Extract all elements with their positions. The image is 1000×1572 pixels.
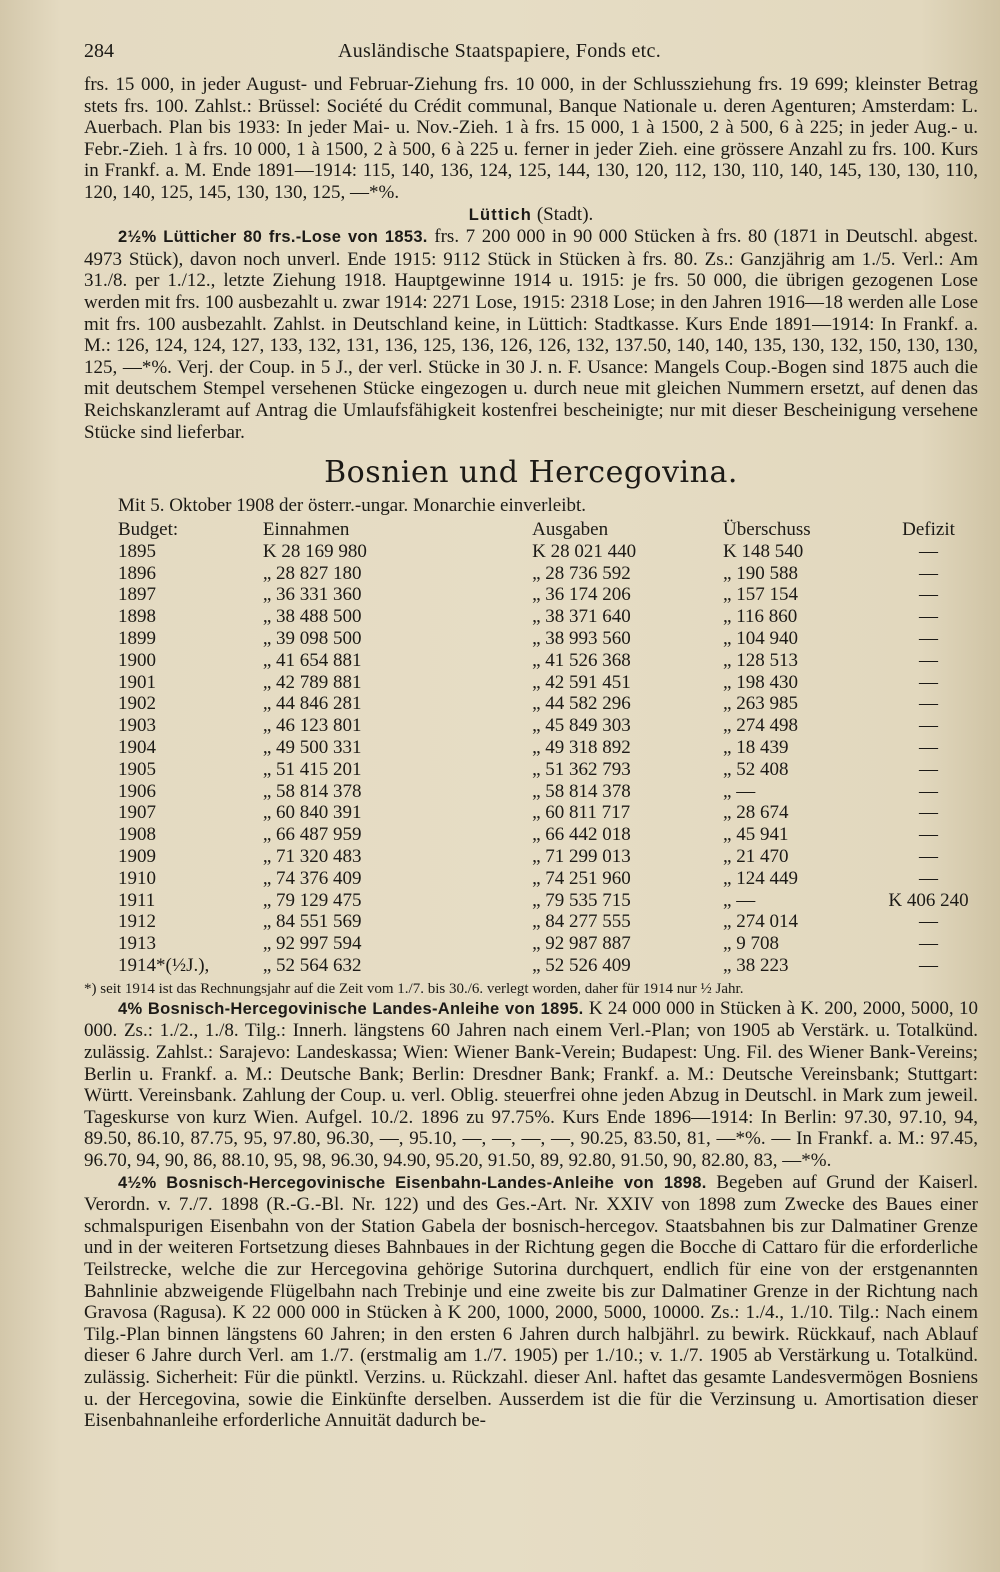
loan-1895-text: K 24 000 000 in Stücken à K. 200, 2000, 5000, 10 000. Zs.: 1./2., 1./8. Tilg.: Innerh. längstens 60 Jahren nach einem Verl.-Plan; von 1905 ab Verstärk. u. Totalkünd. zulässig. Zahlst.: Sarajevo: Landeskassa; Wien: Wiener Bank-Verein; Budapest: Ung. Fil. des Wiener Bank-Vereins; Berlin u. Frankf. a. M.: Deutsche Bank; Berlin: Dresdner Bank; Frankf. a. M.: Deutsche Vereinsbank; Stuttgart: Württ. Vereinsbank. Zahlung der Coup. u. verl. Oblig. steuerfrei ohne jeden Abzug in Deutschl. in Mark zum jeweil. Tageskurse von kurz Wien. Aufgel. 10./2. 1896 zu 97.75%. Kurs Ende 1896—1914: In Berlin: 97.30, 97.10, 94, 89.50, 86.10, 87.75, 95, 97.80, 96.30, —, 95.10, —, —, —, —, 90.25, 83.50, 81, —*%. — In Frankf. a. M.: 97.45, 96.70, 94, 90, 86, 88.10, 95, 98, 96.30, 94.90, 95.20, 91.50, 89, 92.80, 91.50, 90, 82.80, 83, —*%. xyxy=(84,997,978,1171)
budget-defizit-cell: — xyxy=(919,562,939,584)
budget-ausgaben-cell: „ 38 371 640 xyxy=(532,606,631,628)
budget-year-cell: 1910 xyxy=(118,867,156,889)
budget-ausgaben-cell: „ 44 582 296 xyxy=(532,693,631,715)
budget-row xyxy=(84,802,978,824)
bosnien-title: Bosnien und Hercegovina. xyxy=(324,455,738,491)
budget-ausgaben-cell: „ 38 993 560 xyxy=(532,628,631,650)
budget-year-cell: 1896 xyxy=(118,562,156,584)
budget-row xyxy=(84,628,978,650)
budget-ueberschuss-cell: „ 28 674 xyxy=(723,802,789,824)
budget-year-cell: 1913 xyxy=(118,933,156,955)
budget-ueberschuss-cell: „ 198 430 xyxy=(723,671,798,693)
budget-row xyxy=(84,759,978,781)
budget-ueberschuss-cell: „ 21 470 xyxy=(723,846,789,868)
budget-row xyxy=(84,824,978,846)
running-title: Ausländische Staatspapiere, Fonds etc. xyxy=(338,40,661,62)
budget-footnote: *) seit 1914 ist das Rechnungsjahr auf die Zeit vom 1./7. bis 30./6. verlegt worden, daher für 1914 nur ½ Jahr. xyxy=(84,980,744,997)
luettich-heading xyxy=(84,204,978,227)
luettich-heading-suffix: (Stadt). xyxy=(536,203,594,225)
budget-defizit-cell: — xyxy=(919,715,939,737)
budget-defizit-cell: — xyxy=(919,671,939,693)
budget-defizit-cell: — xyxy=(919,955,939,977)
budget-ueberschuss-cell: „ — xyxy=(723,780,756,802)
budget-einnahmen-cell: „ 42 789 881 xyxy=(262,671,362,693)
budget-ueberschuss-cell: „ 157 154 xyxy=(723,584,798,606)
budget-ausgaben-cell: „ 66 442 018 xyxy=(532,824,631,846)
bosnien-subtitle: Mit 5. Oktober 1908 der österr.-ungar. Monarchie einverleibt. xyxy=(118,495,587,517)
budget-einnahmen-cell: „ 74 376 409 xyxy=(262,867,362,889)
budget-einnahmen-cell: „ 28 827 180 xyxy=(262,562,362,584)
budget-ausgaben-cell: „ 58 814 378 xyxy=(532,780,631,802)
budget-header-ueberschuss: Überschuss xyxy=(723,519,811,541)
loan-1895-paragraph xyxy=(84,998,978,1172)
budget-einnahmen-cell: „ 92 997 594 xyxy=(262,933,362,955)
budget-row xyxy=(84,541,978,563)
budget-header-einnahmen: Einnahmen xyxy=(262,519,350,541)
budget-ausgaben-cell: „ 74 251 960 xyxy=(532,867,631,889)
budget-einnahmen-cell: „ 52 564 632 xyxy=(262,955,362,977)
budget-ausgaben-cell: „ 79 535 715 xyxy=(532,889,631,911)
budget-defizit-cell: — xyxy=(919,802,939,824)
budget-ueberschuss-cell: „ 9 708 xyxy=(723,933,779,955)
budget-year-cell: 1902 xyxy=(118,693,156,715)
budget-row xyxy=(84,672,978,694)
luettich-city: Lüttich xyxy=(468,205,533,224)
budget-ueberschuss-cell: „ 116 860 xyxy=(723,606,798,628)
budget-year-cell: 1898 xyxy=(118,606,156,628)
budget-defizit-cell: — xyxy=(919,758,939,780)
budget-einnahmen-cell: „ 46 123 801 xyxy=(262,715,362,737)
budget-einnahmen-cell: „ 79 129 475 xyxy=(262,889,362,911)
budget-row xyxy=(84,911,978,933)
budget-defizit-cell: — xyxy=(919,540,939,562)
budget-row xyxy=(84,781,978,803)
budget-ausgaben-cell: „ 51 362 793 xyxy=(532,758,631,780)
budget-einnahmen-cell: „ 36 331 360 xyxy=(262,584,362,606)
loan-1895-title: 4% Bosnisch-Hercegovinische Landes-Anleihe von 1895. xyxy=(118,999,584,1018)
budget-defizit-cell: — xyxy=(919,606,939,628)
budget-ueberschuss-cell: K 148 540 xyxy=(723,540,804,562)
budget-einnahmen-cell: „ 58 814 378 xyxy=(262,780,362,802)
budget-ueberschuss-cell: „ 124 449 xyxy=(723,867,798,889)
loan-1898-title: 4½% Bosnisch-Hercegovinische Eisenbahn-Landes-Anleihe von 1898. xyxy=(118,1173,707,1192)
budget-header-ausgaben: Ausgaben xyxy=(532,519,609,541)
budget-row xyxy=(84,715,978,737)
budget-defizit-cell: — xyxy=(919,780,939,802)
budget-einnahmen-cell: „ 71 320 483 xyxy=(262,846,362,868)
budget-row xyxy=(84,890,978,912)
budget-row xyxy=(84,563,978,585)
budget-einnahmen-cell: „ 39 098 500 xyxy=(262,628,362,650)
budget-ausgaben-cell: „ 71 299 013 xyxy=(532,846,631,868)
budget-year-cell: 1895 xyxy=(118,540,156,562)
budget-einnahmen-cell: „ 84 551 569 xyxy=(262,911,362,933)
budget-ueberschuss-cell: „ 274 498 xyxy=(723,715,798,737)
budget-year-cell: 1912 xyxy=(118,911,156,933)
luettich-paragraph xyxy=(84,226,978,443)
budget-einnahmen-cell: K 28 169 980 xyxy=(262,540,367,562)
budget-ausgaben-cell: „ 36 174 206 xyxy=(532,584,631,606)
budget-defizit-cell: — xyxy=(919,867,939,889)
budget-defizit-cell: — xyxy=(919,628,939,650)
budget-row xyxy=(84,955,978,977)
page-header xyxy=(84,40,978,74)
budget-ueberschuss-cell: „ 104 940 xyxy=(723,628,798,650)
budget-ueberschuss-cell: „ 128 513 xyxy=(723,649,798,671)
budget-row xyxy=(84,933,978,955)
budget-year-cell: 1905 xyxy=(118,758,156,780)
luettich-loan-text: frs. 7 200 000 in 90 000 Stücken à frs. 80 (1871 in Deutschl. abgest. 4973 Stück), davon noch unverl. Ende 1915: 9112 Stück in Stücken à frs. 80. Zs.: Ganzjährig am 1./5. Verl.: Am 31./8. per 1./12., letzte Ziehung 1918. Hauptgewinne 1914 u. 1915: je frs. 50 000, die übrigen gezogenen Lose werden mit frs. 100 ausbezahlt u. zwar 1914: 2271 Lose, 1915: 2318 Lose; in den Jahren 1916—18 werden alle Lose mit frs. 100 ausbezahlt. Zahlst. in Deutschland keine, in Lüttich: Stadtkasse. Kurs Ende 1891—1914: In Frankf. a. M.: 126, 124, 124, 127, 133, 132, 131, 136, 125, 136, 126, 126, 132, 137.50, 140, 140, 135, 130, 132, 150, 130, 130, 125, —*%. Verj. der Coup. in 5 J., der verl. Stücke in 30 J. n. F. Usance: Mangels Coup.-Bogen sind 1875 auch die mit deutschem Stempel versehenen Stücke eingezogen u. durch neue mit gleichen Nummern ersetzt, auf denen das Reichskanzleramt auf Antrag die Umlaufsfähigkeit kostenfrei bescheinigte; nur mit dieser Bescheinigung versehene Stücke sind lieferbar. xyxy=(84,226,978,443)
budget-einnahmen-cell: „ 66 487 959 xyxy=(262,824,362,846)
budget-body xyxy=(84,541,978,977)
budget-ueberschuss-cell: „ 52 408 xyxy=(723,758,789,780)
budget-einnahmen-cell: „ 49 500 331 xyxy=(262,737,362,759)
budget-ausgaben-cell: „ 60 811 717 xyxy=(532,802,631,824)
budget-defizit-cell: — xyxy=(919,584,939,606)
budget-defizit-cell: — xyxy=(919,693,939,715)
budget-defizit-cell: — xyxy=(919,824,939,846)
budget-einnahmen-cell: „ 44 846 281 xyxy=(262,693,362,715)
budget-header-year: Budget: xyxy=(118,519,179,541)
budget-ueberschuss-cell: „ 45 941 xyxy=(723,824,789,846)
budget-defizit-cell: K 406 240 xyxy=(888,889,969,911)
budget-ausgaben-cell: „ 28 736 592 xyxy=(532,562,631,584)
loan-1898-paragraph xyxy=(84,1172,978,1432)
loan-1898-text: Begeben auf Grund der Kaiserl. Verordn. v. 7./7. 1898 (R.-G.-Bl. Nr. 122) und des Ges.-Art. Nr. XXIV von 1898 zum Zwecke des Baues einer schmalspurigen Eisenbahn von der Station Gabela der bosnisch-hercegov. Staatsbahnen bis zur Dalmatiner Grenze und in der weiteren Fortsetzung dieses Bahnbaues in der Richtung gegen die Bocche di Cattaro für die erforderliche Teilstrecke, welche die zur Hercegovina gehörige Sutorina durchquert, endlich für eine von der erstgenannten Bahnlinie abzweigende Flügelbahn nach Trebinje und eine zweite bis zur Dalmatiner Grenze in der Richtung nach Gravosa (Ragusa). K 22 000 000 in Stücken à K 200, 1000, 2000, 5000, 10000. Zs.: 1./4., 1./10. Tilg.: Nach einem Tilg.-Plan binnen längstens 60 Jahren; in den ersten 6 Jahren durch halbjährl. zu bewirk. Rückkauf, nach Ablauf dieser 6 Jahre durch Verl. am 1./7. (erstmalig am 1./7. 1905) per 1./10.; v. 1./7. 1905 ab Verstärkung u. Totalkünd. zulässig. Sicherheit: Für die pünktl. Verzins. u. Rückzahl. dieser Anl. haftet das gesamte Landesvermögen Bosniens u. der Hercegovina, sowie die Einkünfte derselben. Ausserdem ist die für die Verzinsung u. Amortisation dieser Eisenbahnanleihe erforderliche Annuität dadurch be- xyxy=(84,1171,978,1432)
budget-ueberschuss-cell: „ 38 223 xyxy=(723,955,789,977)
budget-defizit-cell: — xyxy=(919,737,939,759)
budget-row xyxy=(84,584,978,606)
budget-defizit-cell: — xyxy=(919,649,939,671)
budget-ausgaben-cell: „ 42 591 451 xyxy=(532,671,631,693)
budget-row xyxy=(84,868,978,890)
budget-year-cell: 1907 xyxy=(118,802,156,824)
budget-ausgaben-cell: „ 49 318 892 xyxy=(532,737,631,759)
budget-ueberschuss-cell: „ 18 439 xyxy=(723,737,789,759)
budget-row xyxy=(84,693,978,715)
budget-header-row xyxy=(84,519,978,541)
budget-header-defizit: Defizit xyxy=(902,519,955,541)
budget-ausgaben-cell: „ 92 987 887 xyxy=(532,933,631,955)
budget-row xyxy=(84,650,978,672)
budget-defizit-cell: — xyxy=(919,846,939,868)
budget-row xyxy=(84,606,978,628)
budget-year-cell: 1914*(½J.), xyxy=(118,955,210,977)
budget-ausgaben-cell: „ 41 526 368 xyxy=(532,649,631,671)
budget-einnahmen-cell: „ 51 415 201 xyxy=(262,758,362,780)
budget-einnahmen-cell: „ 41 654 881 xyxy=(262,649,362,671)
budget-ueberschuss-cell: „ 263 985 xyxy=(723,693,798,715)
budget-year-cell: 1900 xyxy=(118,649,156,671)
budget-ausgaben-cell: „ 52 526 409 xyxy=(532,955,631,977)
budget-year-cell: 1903 xyxy=(118,715,156,737)
budget-year-cell: 1911 xyxy=(118,889,156,911)
budget-year-cell: 1909 xyxy=(118,846,156,868)
budget-ueberschuss-cell: „ — xyxy=(723,889,756,911)
budget-year-cell: 1899 xyxy=(118,628,156,650)
budget-row xyxy=(84,846,978,868)
budget-table xyxy=(84,519,978,977)
budget-ausgaben-cell: „ 84 277 555 xyxy=(532,911,631,933)
budget-year-cell: 1906 xyxy=(118,780,156,802)
intro-paragraph: frs. 15 000, in jeder August- und Februar-Ziehung frs. 10 000, in der Schlussziehung frs. 19 699; kleinster Betrag stets frs. 100. Zahlst.: Brüssel: Société du Crédit communal, Banque Nationale u. deren Agenturen; Amsterdam: L. Auerbach. Plan bis 1933: In jeder Mai- u. Nov.-Zieh. 1 à frs. 15 000, 1 à 1500, 2 à 500, 6 à 225; in jeder Aug.- u. Febr.-Zieh. 1 à frs. 10 000, 1 à 1500, 2 à 500, 6 à 225 u. ferner in jeder Zieh. eine grössere Anzahl zu frs. 100. Kurs in Frankf. a. M. Ende 1891—1914: 115, 140, 136, 124, 125, 144, 130, 120, 112, 130, 110, 140, 145, 130, 130, 110, 120, 140, 125, 145, 130, 130, 125, —*%. xyxy=(84,74,978,203)
budget-defizit-cell: — xyxy=(919,933,939,955)
page-number: 284 xyxy=(84,40,114,62)
budget-ueberschuss-cell: „ 190 588 xyxy=(723,562,798,584)
budget-year-cell: 1901 xyxy=(118,671,156,693)
budget-einnahmen-cell: „ 60 840 391 xyxy=(262,802,362,824)
budget-year-cell: 1897 xyxy=(118,584,156,606)
budget-ueberschuss-cell: „ 274 014 xyxy=(723,911,798,933)
budget-defizit-cell: — xyxy=(919,911,939,933)
budget-ausgaben-cell: K 28 021 440 xyxy=(532,540,637,562)
budget-row xyxy=(84,737,978,759)
budget-year-cell: 1908 xyxy=(118,824,156,846)
budget-ausgaben-cell: „ 45 849 303 xyxy=(532,715,631,737)
luettich-loan-title: 2½% Lütticher 80 frs.-Lose von 1853. xyxy=(118,228,428,247)
budget-einnahmen-cell: „ 38 488 500 xyxy=(262,606,362,628)
budget-year-cell: 1904 xyxy=(118,737,156,759)
